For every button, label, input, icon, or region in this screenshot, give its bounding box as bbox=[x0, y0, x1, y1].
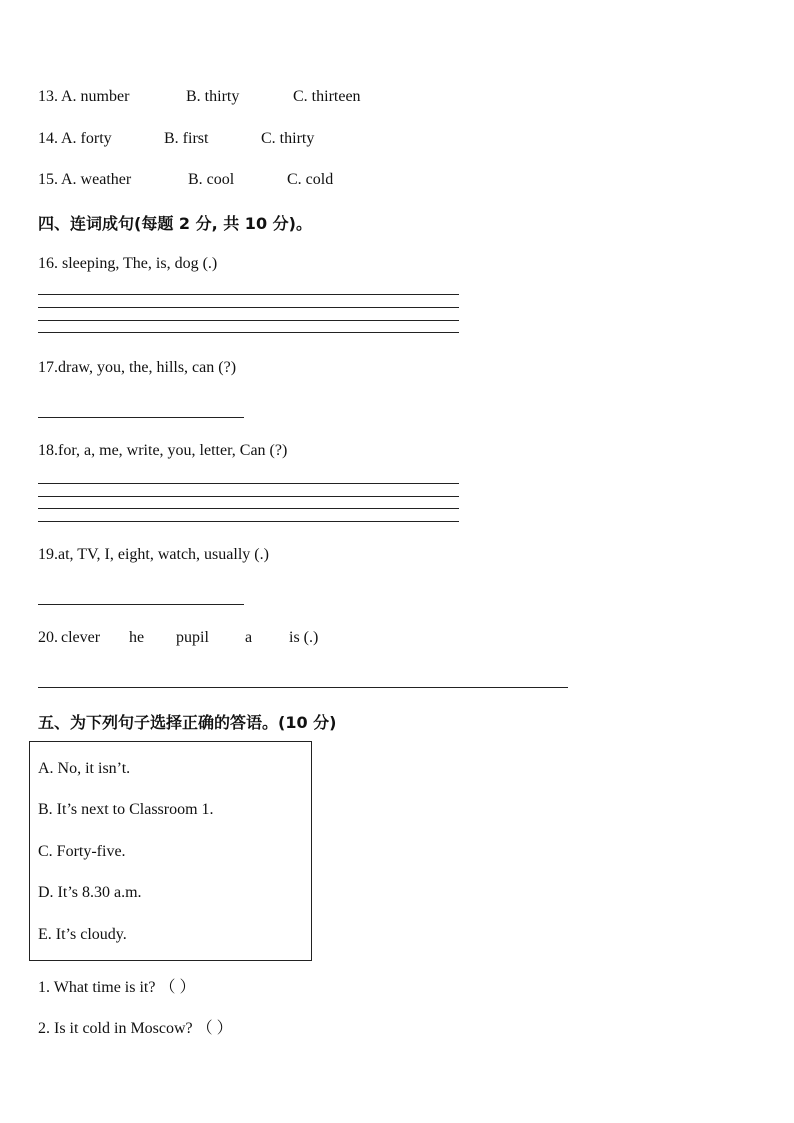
q16-writing-line-2[interactable] bbox=[38, 307, 459, 308]
q15-option-c: C. cold bbox=[287, 171, 334, 188]
q17-answer-line[interactable] bbox=[38, 417, 244, 418]
answer-option-e: E. It’s cloudy. bbox=[38, 926, 127, 943]
q15-number: 15. bbox=[38, 171, 58, 188]
q15-option-a: A. weather bbox=[61, 171, 132, 188]
q18-writing-line-1[interactable] bbox=[38, 483, 459, 484]
q20-answer-line[interactable] bbox=[38, 687, 568, 688]
q15-option-b: B. cool bbox=[188, 171, 235, 188]
q18-prompt: 18.for, a, me, write, you, letter, Can (?) bbox=[38, 442, 288, 459]
q13-option-a: A. number bbox=[61, 88, 130, 105]
q14-number: 14. bbox=[38, 130, 58, 147]
q20-word-he: he bbox=[129, 629, 145, 646]
q13-option-b: B. thirty bbox=[186, 88, 240, 105]
section-five-heading: 五、为下列句子选择正确的答语。(10 分) bbox=[38, 713, 337, 732]
section-four-heading: 四、连词成句(每题 2 分, 共 10 分)。 bbox=[38, 214, 312, 233]
q18-writing-line-3[interactable] bbox=[38, 508, 459, 509]
q17-prompt: 17.draw, you, the, hills, can (?) bbox=[38, 359, 237, 376]
q20-word-pupil: pupil bbox=[176, 629, 209, 646]
q14-option-a: A. forty bbox=[61, 130, 112, 147]
q18-writing-line-2[interactable] bbox=[38, 496, 459, 497]
answer-option-d: D. It’s 8.30 a.m. bbox=[38, 884, 142, 901]
q18-writing-line-4[interactable] bbox=[38, 521, 459, 522]
section5-question-1: 1. What time is it? （ ） bbox=[38, 979, 196, 996]
q16-writing-line-1[interactable] bbox=[38, 294, 459, 295]
q19-prompt: 19.at, TV, I, eight, watch, usually (.) bbox=[38, 546, 269, 563]
q20-number: 20. bbox=[38, 629, 58, 646]
answer-option-c: C. Forty-five. bbox=[38, 843, 126, 860]
answer-option-a: A. No, it isn’t. bbox=[38, 760, 131, 777]
q16-writing-line-4[interactable] bbox=[38, 332, 459, 333]
q13-option-c: C. thirteen bbox=[293, 88, 361, 105]
q14-option-b: B. first bbox=[164, 130, 209, 147]
q13-number: 13. bbox=[38, 88, 58, 105]
q20-word-a: a bbox=[245, 629, 253, 646]
q16-prompt: 16. sleeping, The, is, dog (.) bbox=[38, 255, 218, 272]
q16-writing-line-3[interactable] bbox=[38, 320, 459, 321]
q14-option-c: C. thirty bbox=[261, 130, 315, 147]
q20-word-clever: clever bbox=[61, 629, 101, 646]
q20-word-is: is (.) bbox=[289, 629, 319, 646]
answer-option-b: B. It’s next to Classroom 1. bbox=[38, 801, 214, 818]
q19-answer-line[interactable] bbox=[38, 604, 244, 605]
section5-question-2: 2. Is it cold in Moscow? （ ） bbox=[38, 1020, 233, 1037]
